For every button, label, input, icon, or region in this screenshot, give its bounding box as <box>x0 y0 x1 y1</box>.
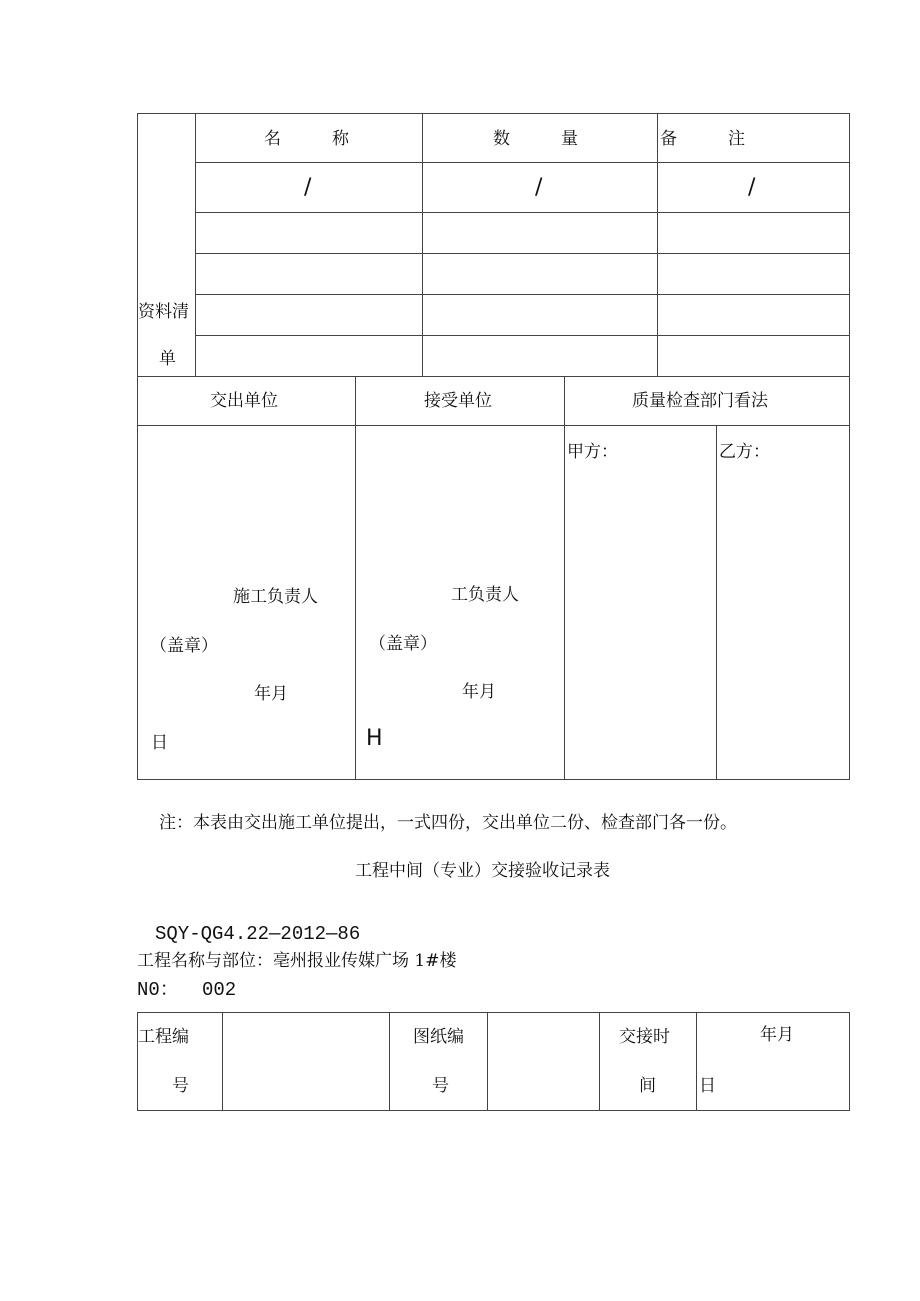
project-name: 工程名称与部位：亳州报业传媒广场 1#楼 <box>137 951 457 971</box>
table-line <box>716 425 717 780</box>
table-line <box>422 113 423 376</box>
side-label: 资料清 <box>138 302 189 322</box>
drawing-no-label: 图纸编 <box>413 1027 464 1047</box>
cell-slash: / <box>304 175 312 200</box>
table-line <box>696 1012 697 1111</box>
handover-time-label: 间 <box>639 1076 656 1096</box>
table-line <box>849 1012 850 1111</box>
side-label: 单 <box>159 349 176 369</box>
table-line <box>137 113 850 114</box>
header-quality-dept: 质量检查部门看法 <box>632 391 768 411</box>
table-line <box>137 1110 850 1111</box>
receiving-year-month: 年月 <box>462 682 496 702</box>
table-line <box>195 162 850 163</box>
table-line <box>195 253 850 254</box>
date-day: 日 <box>699 1076 716 1096</box>
table-line <box>487 1012 488 1111</box>
table-line <box>195 212 850 213</box>
drawing-no-label: 号 <box>432 1076 449 1096</box>
form-code: SQY-QG4.22—2012—86 <box>155 923 361 945</box>
header-remark: 备 注 <box>660 129 745 149</box>
footnote: 注：本表由交出施工单位提出，一式四份，交出单位二份、检查部门各一份。 <box>159 813 737 833</box>
table-line <box>599 1012 600 1111</box>
table-line <box>849 113 850 780</box>
table-line <box>195 294 850 295</box>
number-value: 002 <box>202 979 237 1001</box>
header-name: 名 称 <box>264 129 349 149</box>
table-line <box>657 113 658 376</box>
receiving-seal: （盖章） <box>369 634 437 654</box>
header-receiving-unit: 接受单位 <box>424 391 492 411</box>
party-b-label: 乙方： <box>719 442 770 462</box>
cell-slash: / <box>535 175 543 200</box>
table-line <box>137 376 850 377</box>
table-line <box>137 113 138 780</box>
project-no-label: 号 <box>172 1076 189 1096</box>
table-line <box>222 1012 223 1111</box>
handover-year-month: 年月 <box>254 684 288 704</box>
receiving-responsible: 工负责人 <box>451 585 519 605</box>
table-line <box>137 425 850 426</box>
table-line <box>137 1012 850 1013</box>
form-title: 工程中间（专业）交接验收记录表 <box>355 861 610 881</box>
table-line <box>137 779 850 780</box>
project-no-label: 工程编 <box>138 1027 189 1047</box>
number-label: N0： <box>137 979 179 1001</box>
table-line <box>195 335 850 336</box>
header-handover-unit: 交出单位 <box>210 391 278 411</box>
table-line <box>564 376 565 780</box>
handover-seal: （盖章） <box>150 636 218 656</box>
handover-day: 日 <box>151 733 168 753</box>
party-a-label: 甲方： <box>567 442 618 462</box>
table-line <box>355 376 356 780</box>
handover-responsible: 施工负责人 <box>233 587 318 607</box>
table-line <box>195 113 196 376</box>
cell-slash: / <box>748 175 756 200</box>
receiving-day: H <box>366 726 383 751</box>
handover-time-label: 交接时 <box>619 1027 670 1047</box>
header-quantity: 数 量 <box>493 129 578 149</box>
date-year-month: 年月 <box>760 1025 794 1045</box>
table-line <box>389 1012 390 1111</box>
